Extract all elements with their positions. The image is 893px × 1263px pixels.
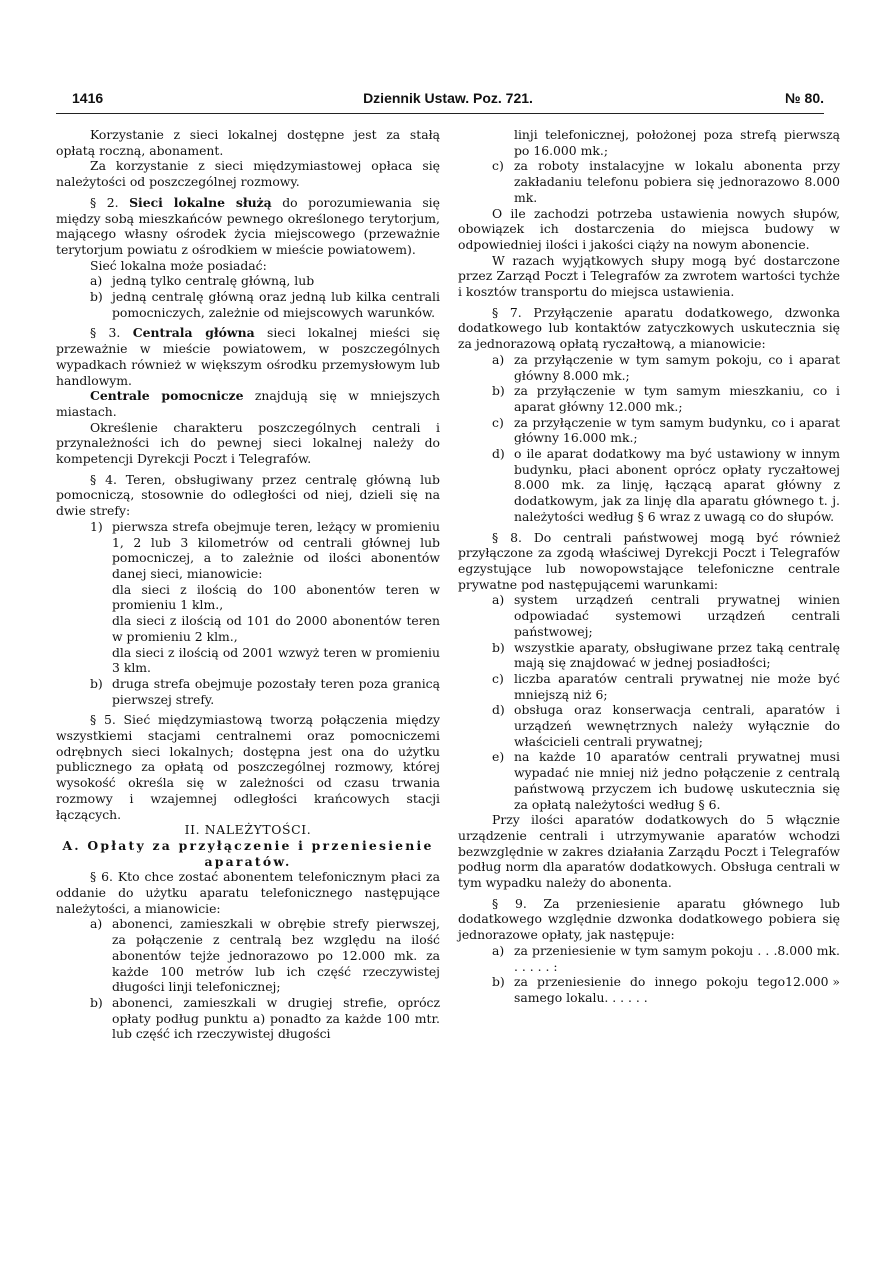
paragraph: O ile zachodzi potrzeba ustawienia nowych słupów, obowiązek ich dostarczenia do miejsca budowy w odpowiedniej ilości i jakości ciąży na nowym abonencie. [458, 205, 840, 252]
section-text: znajdują się w mniejszych miastach. [56, 388, 440, 419]
list-item [492, 592, 840, 639]
list-marker: a) [90, 273, 103, 289]
section-number: § 7. [492, 304, 522, 320]
journal-title: Dziennik Ustaw. Poz. 721. [363, 90, 533, 106]
section-term: Sieci lokalne służą [129, 194, 272, 210]
paragraph: Sieć lokalna może posiadać: [90, 257, 267, 273]
list-item [492, 702, 840, 749]
subsection-heading: A. Opłaty za przyłączenie i przeniesienie aparatów. [62, 837, 434, 869]
page-number: 1416 [72, 90, 104, 106]
section-term: Centrala główna [132, 325, 255, 341]
list-marker: a) [492, 942, 505, 958]
list-marker: b) [90, 289, 103, 305]
section-text: Sieć międzymiastową tworzą połączenia między wszystkiemi stacjami centralnemi oraz pomocniczemi odrębnych sieci lokalnych; dostępna jest ona do użytku publicznego za opłatą od poszczególnej rozmowy, której wysokość określa się w zależności od czasu trwania rozmowy i wzajemnej odległości krańcowych stacji łączących. [56, 712, 440, 822]
list-text: abonenci, zamieszkali w drugiej strefie, oprócz opłaty podług punktu a) ponadto za każde 100 mtr. lub część ich rzeczywistej długości [112, 994, 440, 1042]
list-marker: b) [492, 639, 505, 655]
section-number: § 6. [90, 869, 113, 885]
paragraph: Za korzystanie z sieci międzymiastowej opłaca się należytości od poszczególnej rozmowy. [56, 158, 440, 190]
page-header [72, 90, 824, 112]
list-text: na każde 10 aparatów centrali prywatnej musi wypadać nie mniej niż jedno połączenie z centralą państwową przyczem ich budowę uskutecznia się za opłatą należytości według § 6. [514, 749, 840, 812]
section-8 [458, 530, 840, 593]
list-text: za przyłączenie w tym samym pokoju, co i aparat główny 8.000 mk.; [514, 351, 840, 383]
section-text: do porozumiewania się między sobą mieszkańców pewnego określonego terytorjum, mającego własny ośrodek życia miejscowego (przeważnie terytorjum powiatu z ośrodkiem w mieście powiatowem). [56, 194, 440, 257]
list-item [90, 273, 440, 289]
section-number: § 4. [90, 471, 117, 487]
list-marker: a) [90, 916, 103, 932]
list-text: o ile aparat dodatkowy ma być ustawiony w innym budynku, płaci abonent oprócz opłaty ryczałtowej 8.000 mk. za linję, łączącą aparat główny z dodatkowym, jak za linję dla aparatu głównego t. j. należytości według § 6 wraz z uwagą co do słupów. [514, 446, 840, 524]
list-marker: a) [492, 592, 505, 608]
fee-value: 12.000 » [785, 974, 840, 990]
left-column [56, 127, 440, 1042]
list-text: jedną centralę główną oraz jedną lub kilka centrali pomocniczych, zależnie od miejscowych warunków. [112, 289, 440, 320]
section-number: § 9. [492, 895, 527, 911]
paragraph [56, 388, 440, 419]
section-6 [56, 869, 440, 916]
section-text: Za przeniesienie aparatu głównego lub dodatkowego względnie dzwonka dodatkowego pobiera się jednorazowe opłaty, jak następuje: [458, 895, 840, 943]
list-item [492, 383, 840, 414]
section-7 [458, 305, 840, 352]
list-marker [492, 127, 514, 158]
paragraph: W razach wyjątkowych słupy mogą być dostarczone przez Zarząd Poczt i Telegrafów za zwrotem wartości tychże i kosztów transportu do miejsca ustawienia. [458, 252, 840, 300]
list-item [90, 289, 440, 320]
section-number: § 2. [90, 194, 119, 210]
list-marker: c) [492, 158, 504, 174]
section-number: § 8. [492, 529, 522, 545]
list-item [90, 519, 440, 676]
list-item [492, 640, 840, 671]
paragraph: Określenie charakteru poszczególnych centrali i przynależności ich do pewnej sieci lokalnej należy do kompetencji Dyrekcji Poczt i Telegrafów. [56, 419, 440, 467]
list-item [492, 415, 840, 446]
section-4 [56, 472, 440, 519]
list-text: liczba aparatów centrali prywatnej nie może być mniejszą niż 6; [514, 670, 840, 702]
list-marker: c) [492, 670, 504, 686]
list-text: jedną tylko centralę główną, lub [112, 273, 315, 289]
list-marker: b) [90, 675, 103, 691]
section-text: Do centrali państwowej mogą być również przyłączone za zgodą właściwej Dyrekcji Poczt i Telegrafów egzystujące lub nowopowstające telefoniczne centrale prywatne pod następującemi warunkami: [458, 529, 840, 592]
list-item [492, 671, 840, 702]
list-text: za roboty instalacyjne w lokalu abonenta przy zakładaniu telefonu pobiera się jednorazowo 8.000 mk. [514, 158, 840, 205]
list-item [492, 446, 840, 525]
list-text: wszystkie aparaty, obsługiwane przez taką centralę mają się znajdować w jednej posiadłości; [514, 639, 840, 671]
list-text-main: pierwsza strefa obejmuje teren, leżący w promieniu 1, 2 lub 3 kilometrów od centrali głównej lub pomocniczej, a to zależnie od ilości abonentów danej sieci, mianowicie: [112, 518, 440, 581]
list-subtext: dla sieci z ilością od 101 do 2000 abonentów teren w promieniu 2 klm., [112, 613, 440, 644]
section-3 [56, 325, 440, 388]
section-2 [56, 195, 440, 258]
issue-number: № 80. [785, 90, 824, 106]
fee-label: za przeniesienie w tym samym pokoju . . . . . . . . : [514, 942, 778, 974]
section-text: Teren, obsługiwany przez centralę główną lub pomocniczą, stosownie do odległości od niej, dzieli się na dwie strefy: [56, 471, 440, 519]
fee-item [492, 943, 840, 974]
fee-line [514, 943, 840, 974]
list-subtext: dla sieci z ilością od 2001 wzwyż teren w promieniu 3 klm. [112, 644, 440, 676]
list-text [112, 519, 440, 676]
header-rule [56, 113, 824, 114]
list-item [492, 158, 840, 205]
list-text: linji telefonicznej, położonej poza strefą pierwszą po 16.000 mk.; [514, 127, 840, 158]
list-marker: d) [492, 446, 505, 462]
list-marker: e) [492, 749, 505, 765]
list-text: system urządzeń centrali prywatnej winien odpowiadać systemowi urządzeń centrali państwowej; [514, 592, 840, 639]
section-5 [56, 712, 440, 822]
section-9 [458, 896, 840, 943]
paragraph: Przy ilości aparatów dodatkowych do 5 włącznie urządzenie centrali i utrzymywanie aparatów wchodzi bezwzględnie w zakres działania Zarządu Poczt i Telegrafów podług norm dla aparatów dodatkowych. Obsługa centrali w tym wypadku należy do abonenta. [458, 812, 840, 891]
section-text: Przyłączenie aparatu dodatkowego, dzwonka dodatkowego lub kontaktów zatyczkowych uskutecznia się za jednorazową opłatą ryczałtową, a mianowicie: [458, 304, 840, 352]
list-item [492, 749, 840, 812]
list-text: abonenci, zamieszkali w obrębie strefy pierwszej, za połączenie z centralą bez względu na ilość abonentów tejże jednorazowo po 12.000 mk. za każde 100 metrów lub ich część rzeczywistej długości linji telefonicznej; [112, 916, 440, 995]
list-item [90, 676, 440, 707]
section-text: Kto chce zostać abonentem telefonicznym płaci za oddanie do użytku aparatu telefonicznego następujące należytości, a mianowicie: [56, 869, 440, 916]
list-item [90, 916, 440, 995]
list-marker: b) [492, 383, 505, 399]
list-text: obsługa oraz konserwacja centrali, aparatów i urządzeń wewnętrznych należy wyłącznie do właścicieli centrali prywatnej; [514, 702, 840, 749]
section-number: § 3. [90, 325, 121, 341]
list-subtext: dla sieci z ilością do 100 abonentów teren w promieniu 1 klm., [112, 581, 440, 613]
chapter-heading: II. NALEŻYTOŚCI. [184, 822, 312, 838]
list-item-continued [492, 127, 840, 158]
list-marker: d) [492, 702, 505, 718]
list-text: za przyłączenie w tym samym mieszkaniu, co i aparat główny 12.000 mk.; [514, 383, 840, 414]
section-term: Centrale pomocnicze [90, 388, 244, 404]
list-marker: a) [492, 351, 505, 367]
list-text: druga strefa obejmuje pozostały teren poza granicą pierwszej strefy. [112, 675, 440, 707]
list-item [492, 352, 840, 383]
fee-label: za przeniesienie do innego pokoju tego samego lokalu. . . . . . [514, 974, 786, 1005]
list-text: za przyłączenie w tym samym budynku, co i aparat główny 16.000 mk.; [514, 414, 840, 446]
list-marker: c) [492, 414, 504, 430]
section-text: sieci lokalnej mieści się przeważnie w mieście powiatowem, w poszczególnych wypadkach również w większym ośrodku przemysłowym lub handlowym. [56, 325, 440, 388]
fee-item [492, 974, 840, 1005]
list-item [90, 995, 440, 1042]
list-marker: b) [90, 994, 103, 1010]
list-marker: 1) [90, 518, 103, 534]
fee-line [514, 974, 840, 1005]
paragraph: Korzystanie z sieci lokalnej dostępne jest za stałą opłatą roczną, abonament. [56, 127, 440, 158]
right-column [458, 127, 840, 1006]
section-number: § 5. [90, 712, 116, 728]
list-marker: b) [492, 974, 505, 990]
fee-value: 8.000 mk. [777, 942, 840, 958]
